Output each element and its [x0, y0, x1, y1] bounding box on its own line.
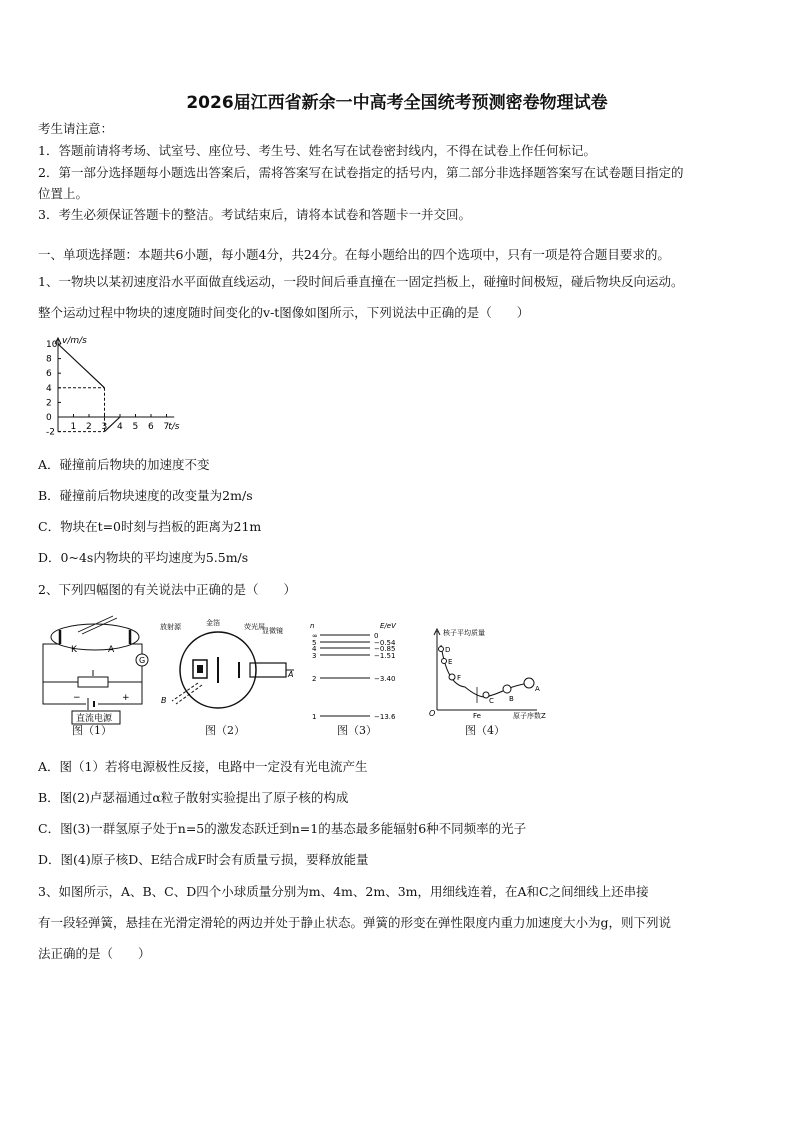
screen-label: 荧光屏	[244, 623, 265, 631]
figure-1-photoelectric	[38, 612, 153, 737]
y-axis-label: v/m/s	[62, 336, 87, 346]
point-f-label: F	[457, 674, 462, 682]
gold-foil-label: 金箔	[206, 619, 220, 627]
vt-marks	[58, 344, 120, 432]
point-a-label: A	[535, 685, 540, 693]
x-axis-label: 原子序数Z	[513, 712, 546, 720]
microscope-label: 显微镜	[262, 627, 283, 635]
y-axis-label: 核子平均质量	[443, 629, 485, 637]
nucleus-d-icon	[439, 647, 444, 652]
plus-label: +	[122, 693, 130, 703]
figure-4-nucleon-mass	[425, 625, 565, 720]
level-number: 1	[312, 713, 317, 720]
level-energy: −1.51	[374, 652, 396, 660]
energy-level-list	[312, 632, 396, 720]
notice-item: 位置上。	[38, 186, 89, 201]
y-tick-label: 4	[46, 383, 52, 394]
q1-option-d: D．0~4s内物块的平均速度为5.5m/s	[38, 550, 249, 565]
fe-label: Fe	[473, 712, 481, 720]
notice-item: 3．考生必须保证答题卡的整洁。考试结束后，请将本试卷和答题卡一并交回。	[38, 207, 471, 222]
figure-4-caption: 图（4）	[465, 724, 505, 737]
vt-chart	[30, 332, 200, 442]
figure-2-scattering	[158, 615, 298, 720]
level-number: 4	[312, 645, 317, 653]
y-tick-label: 10	[46, 340, 58, 350]
level-number: 3	[312, 652, 317, 660]
figure-3-caption: 图（3）	[337, 724, 377, 737]
figure-2-caption: 图（2）	[205, 724, 245, 737]
q2-stem: 2、下列四幅图的有关说法中正确的是（ ）	[38, 582, 296, 597]
q2-option-b: B．图(2)卢瑟福通过α粒子散射实验提出了原子核的构成	[38, 790, 349, 805]
q2-option-d: D．图(4)原子核D、E结合成F时会有质量亏损，要释放能量	[38, 852, 369, 867]
origin-label: O	[429, 709, 436, 718]
q3-stem: 3、如图所示，A、B、C、D四个小球质量分别为m、4m、2m、3m，用细线连着，在A和C之间细线上还串接	[38, 884, 649, 899]
q1-stem: 整个运动过程中物块的速度随时间变化的v-t图像如图所示，下列说法中正确的是（ ）	[38, 305, 530, 320]
x-tick-label: 3	[101, 422, 108, 432]
point-c-label: C	[489, 697, 494, 705]
level-energy: −0.85	[374, 645, 396, 653]
level-energy: −3.40	[374, 675, 396, 683]
power-source-label: 直流电源	[76, 714, 113, 724]
section-heading: 一、单项选择题：本题共6小题，每小题4分，共24分。在每小题给出的四个选项中，只有一项是符合题目要求的。	[38, 247, 670, 262]
q1-option-a: A．碰撞前后物块的加速度不变	[38, 457, 210, 472]
q2-option-a: A．图（1）若将电源极性反接，电路中一定没有光电流产生	[38, 759, 368, 774]
x-tick-label: 1	[70, 422, 77, 432]
y-tick-label: 2	[46, 398, 52, 409]
cathode-label: K	[71, 645, 77, 655]
y-tick-label: 6	[46, 369, 52, 380]
nucleus-b-icon	[503, 685, 511, 693]
source-label: 放射源	[160, 623, 181, 631]
x-tick-label: 5	[132, 422, 139, 432]
page-title: 2026届江西省新余一中高考全国统考预测密卷物理试卷	[186, 93, 608, 113]
level-energy: −13.6	[374, 713, 396, 720]
minus-label: −	[73, 693, 81, 703]
q1-option-b: B．碰撞前后物块速度的改变量为2m/s	[38, 488, 253, 503]
y-tick-label: 0	[46, 413, 52, 423]
point-e-label: E	[448, 658, 453, 666]
position-a-label: A	[288, 670, 294, 679]
q3-stem: 有一段轻弹簧，悬挂在光滑定滑轮的两边并处于静止状态。弹簧的形变在弹性限度内重力加速度大小为g，则下列说	[38, 915, 672, 930]
y-tick-label: 8	[46, 354, 52, 365]
position-b-label: B	[161, 696, 167, 705]
rheostat-icon	[78, 677, 108, 687]
notice-item: 2．第一部分选择题每小题选出答案后，需将答案写在试卷指定的括号内，第二部分非选择题答案写在试卷题目指定的	[38, 165, 684, 180]
nucleus-a-icon	[524, 678, 534, 688]
level-number: ∞	[312, 632, 318, 640]
figure-1-caption: 图（1）	[72, 724, 112, 737]
x-tick-label: 6	[148, 422, 154, 432]
energy-unit-label: E/eV	[380, 622, 396, 630]
galvanometer-label: G	[139, 656, 146, 665]
notice-heading: 考生请注意：	[38, 121, 114, 136]
point-d-label: D	[445, 646, 451, 654]
figure-3-energy-levels	[308, 620, 408, 720]
level-energy: −0.54	[374, 639, 396, 647]
y-tick-label: -2	[46, 427, 55, 438]
level-number: 2	[312, 675, 317, 683]
q1-option-c: C．物块在t=0时刻与挡板的距离为21m	[38, 519, 262, 534]
level-number: 5	[312, 639, 317, 647]
q2-option-c: C．图(3)一群氢原子处于n=5的激发态跃迁到n=1的基态最多能辐射6种不同频率的光子	[38, 821, 527, 836]
point-b-label: B	[509, 695, 514, 703]
n-label: n	[310, 622, 315, 630]
x-tick-label: 7	[163, 422, 170, 432]
q1-stem: 1、一物块以某初速度沿水平面做直线运动，一段时间后垂直撞在一固定挡板上，碰撞时间极短，碰后物块反向运动。	[38, 274, 684, 289]
notice-item: 1．答题前请将考场、试室号、座位号、考生号、姓名写在试卷密封线内，不得在试卷上作任何标记。	[38, 143, 596, 158]
nucleus-e-icon	[442, 659, 447, 664]
q3-stem: 法正确的是（ ）	[38, 946, 151, 961]
anode-label: A	[108, 645, 115, 655]
x-tick-label: 4	[117, 422, 123, 432]
nucleus-f-icon	[449, 674, 455, 680]
x-tick-label: 2	[86, 422, 92, 432]
vt-segment	[58, 344, 105, 388]
x-axis-label: t/s	[168, 422, 180, 432]
level-energy: 0	[374, 632, 379, 640]
